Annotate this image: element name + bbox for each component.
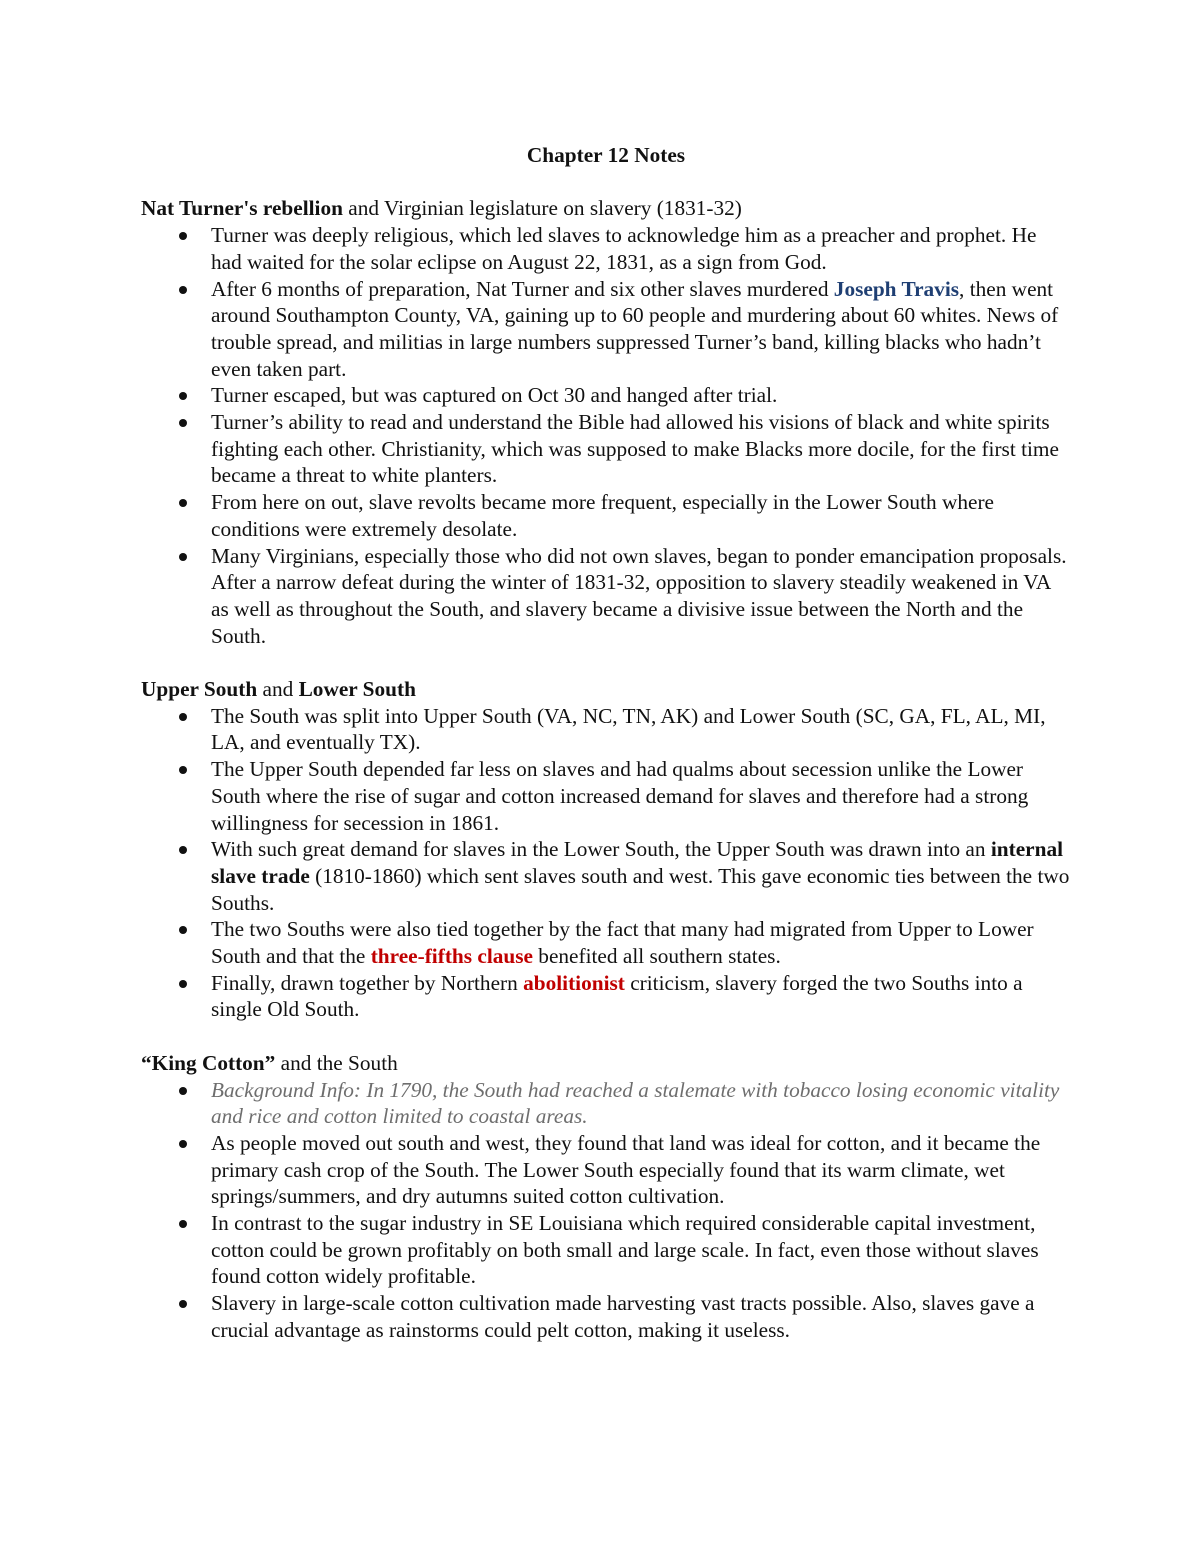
bullet-dot-icon (179, 392, 187, 400)
section-2 (141, 676, 1071, 1023)
bullet-item (211, 543, 1071, 650)
bullet-dot-icon (179, 766, 187, 774)
bullet-text: After 6 months of preparation, Nat Turner and six other slaves murdered (211, 276, 834, 301)
bullet-text: The two Souths were also tied together by the fact that many had migrated from Upper to Lower South and that the (211, 917, 1034, 969)
bullet-dot-icon (179, 1087, 187, 1095)
bullet-text: Slavery in large-scale cotton cultivation made harvesting vast tracts possible. Also, slaves gave a crucial advantage as rainstorms could pelt cotton, making it useless. (211, 1291, 1035, 1342)
bullet-item (211, 836, 1071, 916)
bullet-text: With such great demand for slaves in the Lower South, the Upper South was drawn into an (211, 837, 991, 862)
bullet-text: In contrast to the sugar industry in SE Louisiana which required considerable capital investment, cotton could be grown profitably on both small and large scale. In fact, even those without slaves found cotton widely profitable. (211, 1211, 1039, 1289)
bullet-dot-icon (179, 980, 187, 988)
bullet-item (211, 1290, 1071, 1343)
bullet-list (141, 1077, 1071, 1344)
section-heading (141, 195, 1071, 222)
bullet-text: Turner’s ability to read and understand the Bible had allowed his visions of black and white spirits fighting each other. Christianity, which was supposed to make Blacks more docile, for the first time became a threat to white planters. (211, 410, 1059, 488)
key-term: abolitionist (523, 970, 625, 995)
document-title: Chapter 12 Notes (526, 143, 686, 167)
background-info-text: Background Info: In 1790, the South had reached a stalemate with tobacco losing economic vitality and rice and cotton limited to coastal areas. (211, 1077, 1060, 1129)
bullet-text: The South was split into Upper South (VA, NC, TN, AK) and Lower South (SC, GA, FL, AL, MI, LA, and eventually TX). (211, 703, 1046, 755)
section-1 (141, 195, 1071, 649)
key-term: Joseph Travis (833, 276, 960, 301)
bullet-item (211, 703, 1071, 756)
bullet-dot-icon (179, 1140, 187, 1148)
bullet-text: Turner escaped, but was captured on Oct 30 and hanged after trial. (211, 383, 778, 408)
bullet-item (211, 756, 1071, 836)
heading-text: and Virginian legislature on slavery (1831-32) (342, 196, 742, 221)
bullet-dot-icon (179, 846, 187, 854)
section-3 (141, 1050, 1071, 1344)
bullet-dot-icon (179, 713, 187, 721)
heading-bold-term: Upper South (141, 677, 258, 702)
document-sections (141, 195, 1071, 1343)
bullet-item (211, 1210, 1071, 1290)
bullet-dot-icon (179, 1300, 187, 1308)
bullet-item (211, 382, 1071, 409)
bullet-dot-icon (179, 232, 187, 240)
bullet-text: , then went around Southampton County, VA, gaining up to 60 people and murdering about 60 whites. News of trouble spread, and militias in large numbers suppressed Turner’s band, killing blacks who hadn’t even taken part. (211, 276, 1059, 381)
bullet-dot-icon (179, 1220, 187, 1228)
heading-text: and the South (275, 1050, 398, 1075)
bullet-text: The Upper South depended far less on slaves and had qualms about secession unlike the Lower South where the rise of sugar and cotton increased demand for slaves and therefore had a strong willingness for secession in 1861. (211, 757, 1029, 835)
bullet-text: As people moved out south and west, they found that land was ideal for cotton, and it became the primary cash crop of the South. The Lower South especially found that its warm climate, wet springs/summers, and dry autumns suited cotton cultivation. (211, 1130, 1041, 1209)
bullet-item (211, 489, 1071, 542)
bullet-text: From here on out, slave revolts became more frequent, especially in the Lower South where conditions were extremely desolate. (211, 490, 994, 541)
bullet-list (141, 222, 1071, 649)
bullet-text: (1810-1860) which sent slaves south and west. This gave economic ties between the two Souths. (211, 863, 1070, 915)
bullet-dot-icon (179, 553, 187, 561)
heading-text: and (257, 677, 299, 702)
bullet-item (211, 409, 1071, 489)
bullet-item (211, 1130, 1071, 1210)
bullet-text: Finally, drawn together by Northern (211, 970, 524, 995)
bullet-item (211, 970, 1071, 1023)
bullet-dot-icon (179, 419, 187, 427)
section-heading (141, 1050, 1071, 1077)
bullet-text: Many Virginians, especially those who did not own slaves, began to ponder emancipation proposals. After a narrow defeat during the winter of 1831-32, opposition to slavery steadily weakened in VA as well as throughout the South, and slavery became a divisive issue between the North and the South. (211, 543, 1067, 648)
bullet-dot-icon (179, 286, 187, 294)
bullet-text: criticism, slavery forged the two Souths into a single Old South. (211, 970, 1023, 1022)
bullet-dot-icon (179, 926, 187, 934)
section-heading (141, 676, 1071, 703)
bullet-item (211, 1077, 1071, 1130)
bullet-item (211, 276, 1071, 383)
bullet-text: Turner was deeply religious, which led slaves to acknowledge him as a preacher and prophet. He had waited for the solar eclipse on August 22, 1831, as a sign from God. (211, 223, 1037, 274)
bullet-item (211, 916, 1071, 969)
heading-bold-term: Nat Turner's rebellion (141, 196, 343, 221)
bullet-item (211, 222, 1071, 275)
key-term: three-fifths clause (370, 944, 533, 969)
key-term: internal slave trade (211, 837, 1064, 888)
heading-bold-term: “King Cotton” (141, 1050, 276, 1075)
bullet-dot-icon (179, 499, 187, 507)
bullet-text: benefited all southern states. (532, 944, 781, 969)
bullet-list (141, 703, 1071, 1023)
document-page (141, 142, 1071, 1370)
heading-bold-term: Lower South (298, 677, 416, 702)
